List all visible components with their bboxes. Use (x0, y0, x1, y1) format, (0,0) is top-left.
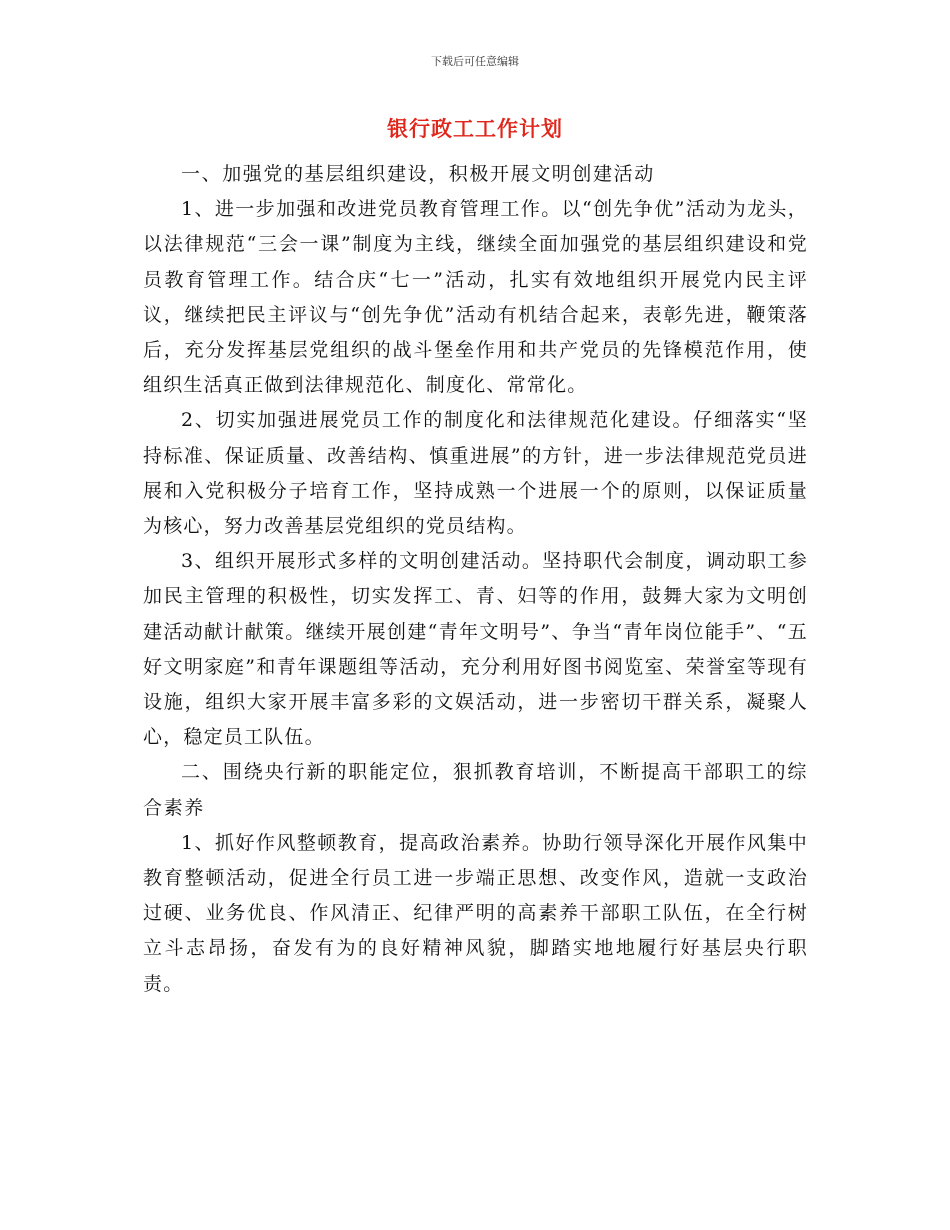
paragraph-1-1: 1、进一步加强和改进党员教育管理工作。以“创先争优”活动为龙头，以法律规范“三会一课”制度为主线，继续全面加强党的基层组织建设和党员教育管理工作。结合庆“七一”活动，扎实有效地组织开展党内民主评议，继续把民主评议与“创先争优”活动有机结合起来，表彰先进，鞭策落后，充分发挥基层党组织的战斗堡垒作用和共产党员的先锋模范作用，使组织生活真正做到法律规范化、制度化、常常化。 (143, 198, 808, 397)
paragraph-1-2: 2、切实加强进展党员工作的制度化和法律规范化建设。仔细落实“坚持标准、保证质量、改善结构、慎重进展”的方针，进一步法律规范党员进展和入党积极分子培育工作，坚持成熟一个进展一个的原则，以保证质量为核心，努力改善基层党组织的党员结构。 (143, 409, 808, 538)
header-note: 下载后可任意编辑 (431, 55, 519, 68)
paragraph-2-1: 1、抓好作风整顿教育，提高政治素养。协助行领导深化开展作风集中教育整顿活动，促进全行员工进一步端正思想、改变作风，造就一支政治过硬、业务优良、作风清正、纪律严明的高素养干部职工队伍，在全行树立斗志昂扬，奋发有为的良好精神风貌，脚踏实地地履行好基层央行职责。 (143, 831, 808, 995)
section-heading-2: 二、围绕央行新的职能定位，狠抓教育培训，不断提高干部职工的综合素养 (143, 761, 808, 819)
document-title: 银行政工工作计划 (387, 117, 563, 141)
section-heading-1: 一、加强党的基层组织建设，积极开展文明创建活动 (181, 163, 655, 185)
document-body (143, 157, 808, 1002)
paragraph-1-3: 3、组织开展形式多样的文明创建活动。坚持职代会制度，调动职工参加民主管理的积极性，切实发挥工、青、妇等的作用，鼓舞大家为文明创建活动献计献策。继续开展创建“青年文明号”、争当“青年岗位能手”、“五好文明家庭”和青年课题组等活动，充分利用好图书阅览室、荣誉室等现有设施，组织大家开展丰富多彩的文娱活动，进一步密切干群关系，凝聚人心，稳定员工队伍。 (143, 550, 808, 749)
